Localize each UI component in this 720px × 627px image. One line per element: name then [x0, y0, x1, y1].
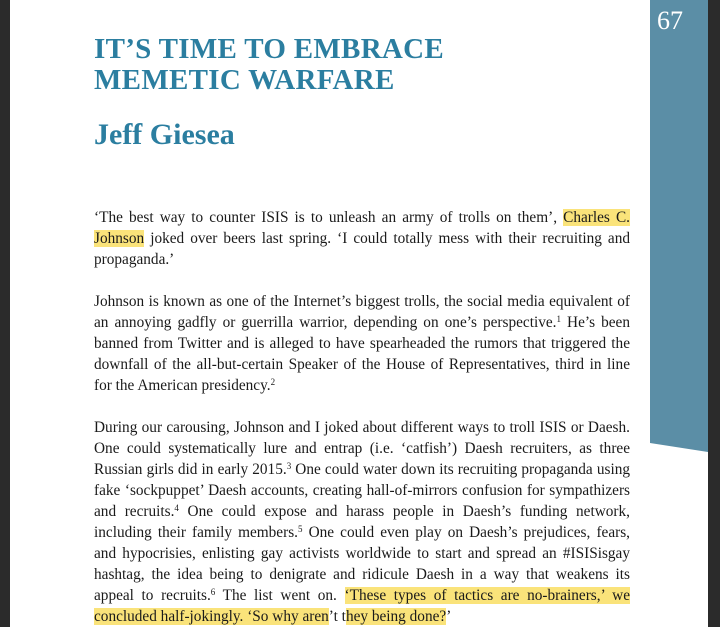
text-run: The list went on.	[215, 587, 345, 604]
paragraph	[94, 291, 630, 396]
highlighted-text: Charles C. Johnson	[94, 209, 630, 247]
highlighted-text: ‘These types of tactics are no-brainers,’ we concluded half-jokingly. ‘So why aren	[94, 587, 631, 625]
footnote-marker: 3	[286, 461, 292, 471]
chapter-title	[94, 34, 614, 96]
paragraph	[94, 417, 630, 627]
text-run: One could even play on Daesh’s prejudices, fears, and hypocrisies, enlisting gay activists worldwide to start and spread an #ISISisgay hashtag, the idea being to denigrate and ridicule Daesh in a way that weakens its appeal to recruits.	[94, 524, 630, 604]
text-run: ‘The best way to counter ISIS is to unleash an army of trolls on them’,	[94, 209, 564, 226]
page-number: 67	[657, 6, 683, 35]
chapter-title-line-1: IT’S TIME TO EMBRACE	[94, 33, 445, 65]
highlighted-text: hey being done?	[345, 608, 447, 625]
footnote-marker: 6	[210, 587, 216, 597]
book-page	[10, 0, 708, 627]
chapter-author: Jeff Giesea	[94, 118, 235, 151]
text-run: ’	[446, 608, 452, 625]
text-run: He’s been banned from Twitter and is alleged to have spearheaded the rumors that triggered the downfall of the all-but-certain Speaker of the House of Representatives, third in line for the American presidency.	[94, 314, 630, 394]
text-run: ’t t	[328, 608, 346, 625]
footnote-marker: 1	[556, 314, 561, 324]
footnote-marker: 4	[174, 503, 179, 513]
text-run: Johnson is known as one of the Internet’s biggest trolls, the social media equivalent of an annoying gadfly or guerrilla warrior, depending on one’s perspective.	[94, 293, 630, 331]
footnote-marker: 2	[270, 377, 276, 387]
text-run: One could water down its recruiting propaganda using fake ‘sockpuppet’ Daesh accounts, creating hall-of-mirrors confusion for sympathizers and recruits.	[94, 461, 630, 520]
text-run: During our carousing, Johnson and I joked about different ways to troll ISIS or Daesh. One could systematically lure and entrap (i.e. ‘catfish’) Daesh recruiters, as three Russian girls did in early 2015.	[94, 419, 630, 478]
paragraph	[94, 207, 630, 270]
text-run: One could expose and harass people in Daesh’s funding network, including their family members.	[94, 503, 630, 541]
chapter-body	[94, 207, 630, 627]
text-run: joked over beers last spring. ‘I could totally mess with their recruiting and propaganda.’	[94, 230, 630, 268]
chapter-side-band	[650, 0, 708, 452]
footnote-marker: 5	[297, 524, 303, 534]
chapter-title-line-2: MEMETIC WARFARE	[94, 64, 395, 96]
